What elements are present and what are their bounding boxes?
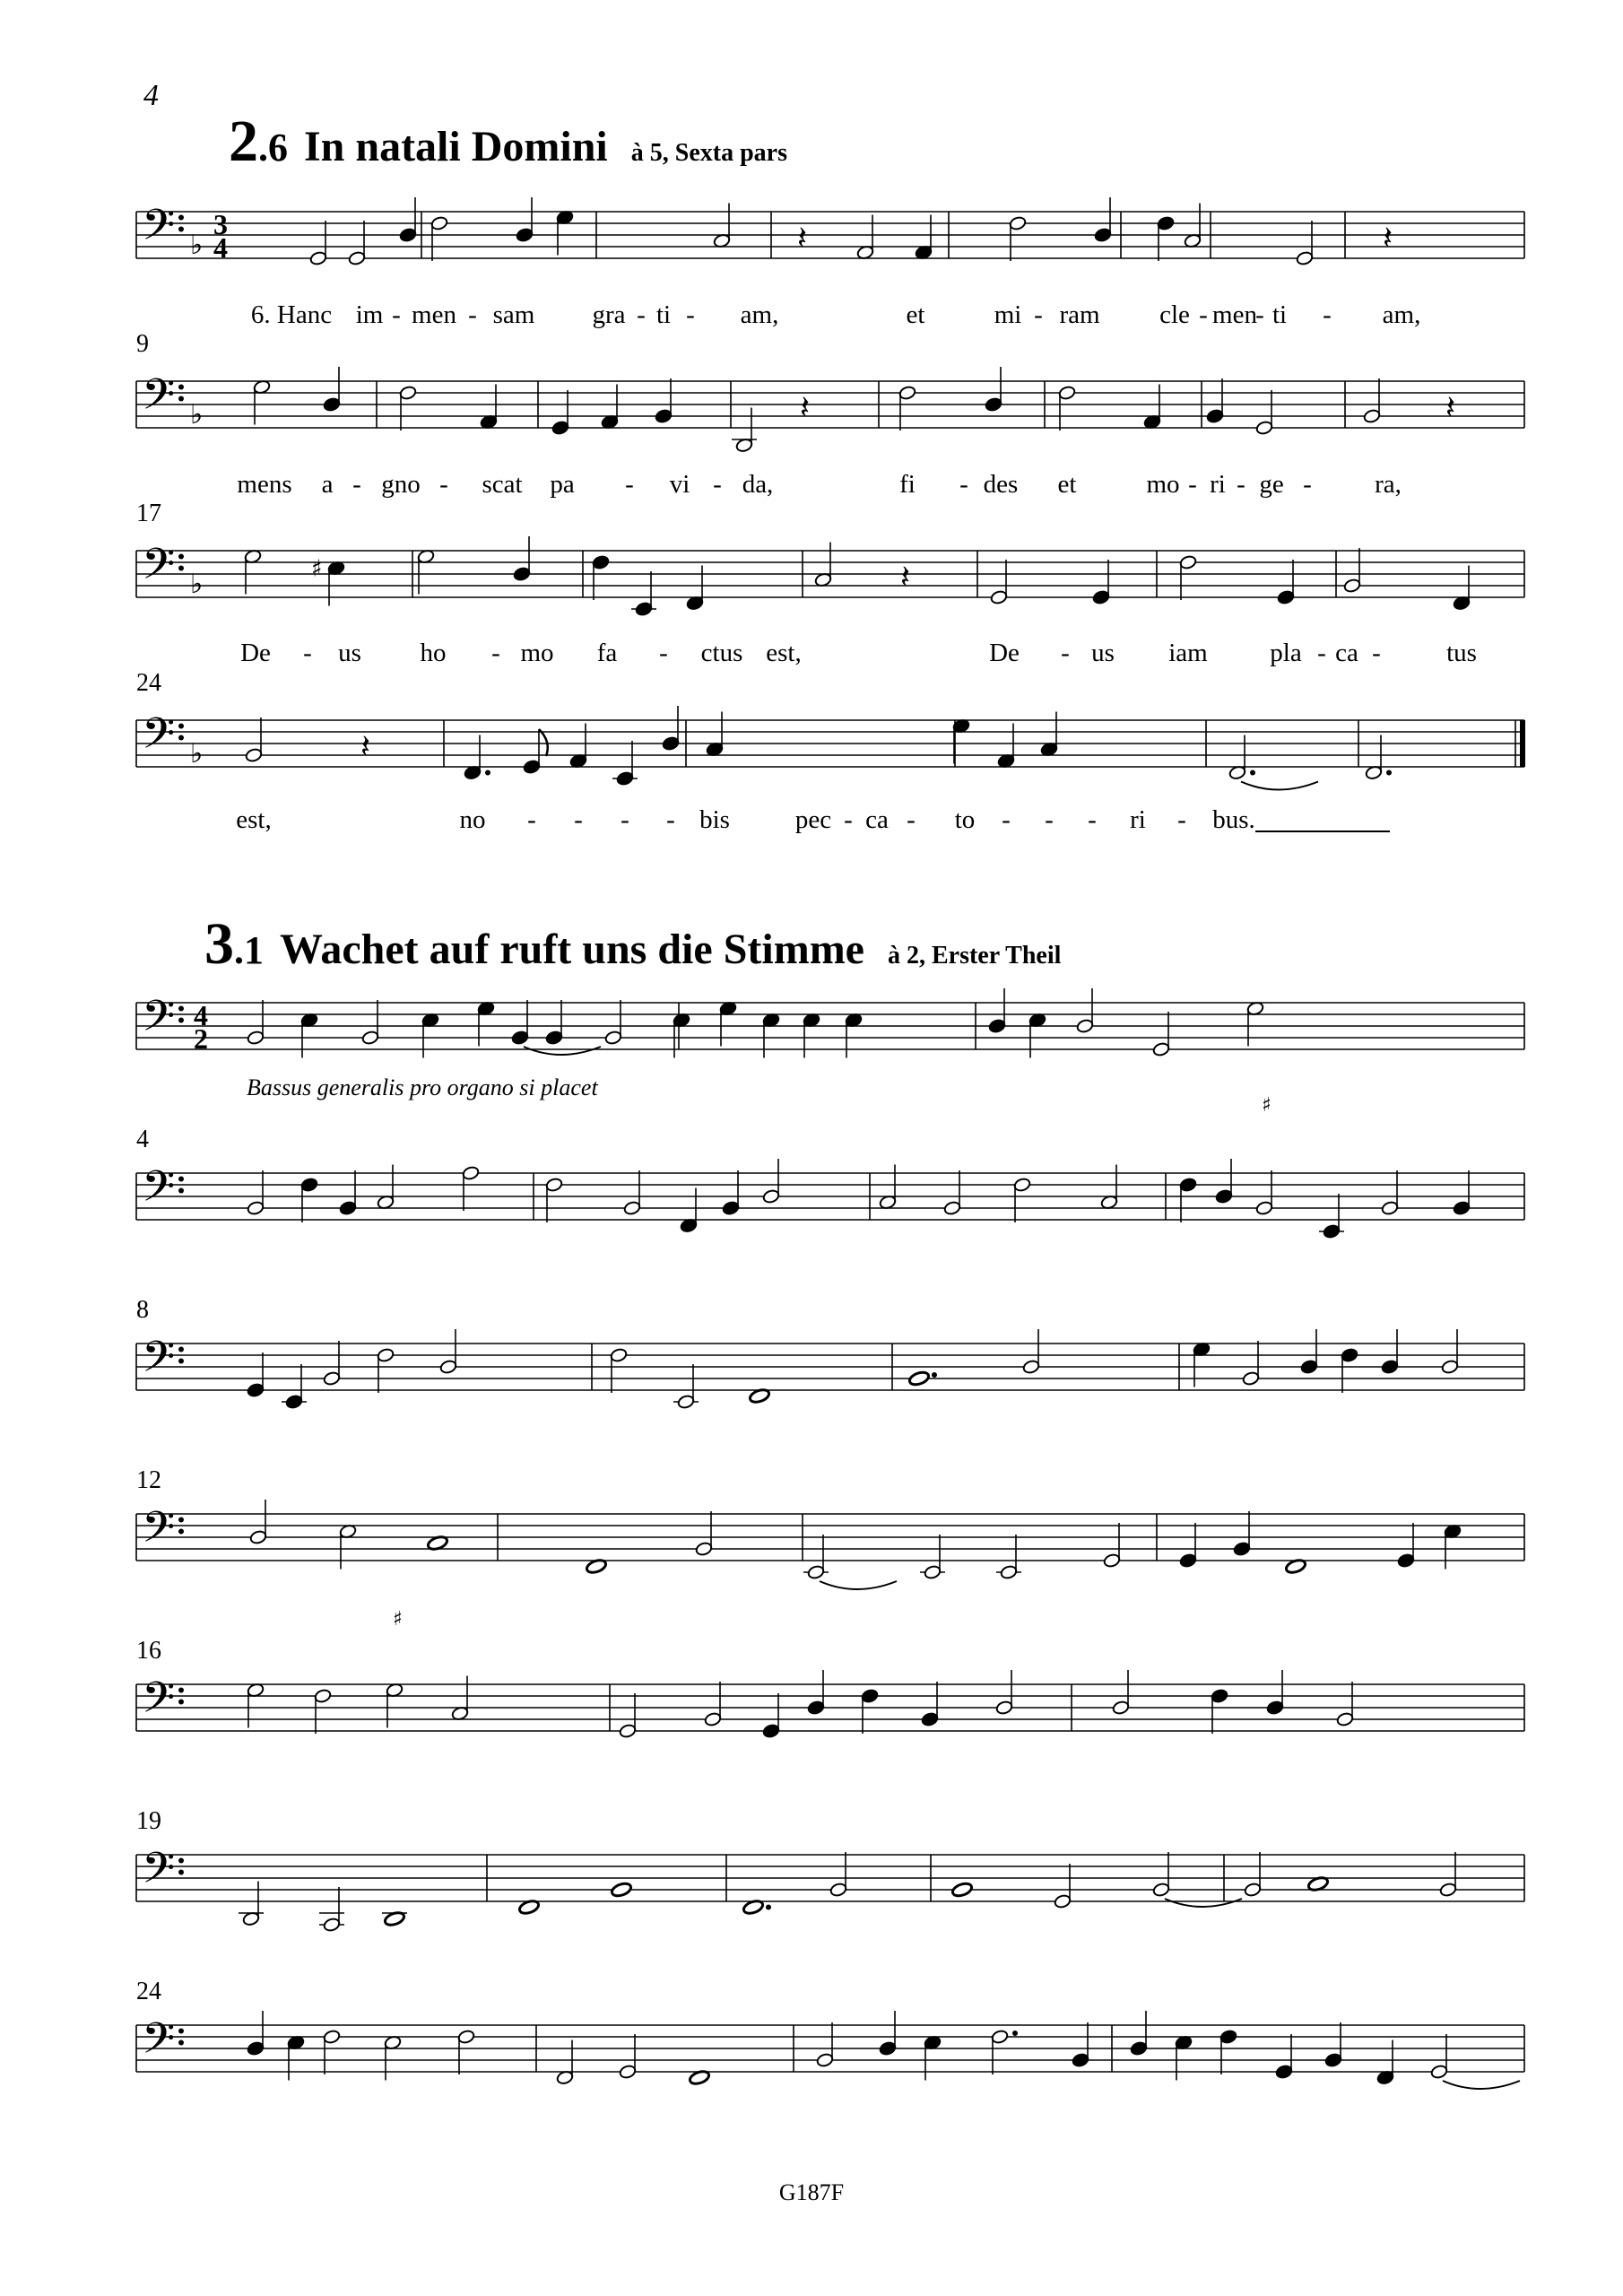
flat-icon: ♭ [190, 568, 204, 600]
lyric-syllable: - [439, 470, 448, 499]
lyric-syllable: - [621, 805, 629, 834]
notehead [1206, 408, 1224, 423]
augmentation-dot [766, 1905, 771, 1910]
lyric-syllable: - [625, 470, 634, 499]
bass-clef-icon: 𝄢 [142, 708, 176, 770]
piece-number-minor: .1 [234, 928, 264, 972]
bass-clef-icon: 𝄢 [142, 990, 176, 1052]
time-signature-top: 4 [194, 999, 208, 1031]
quarter-rest-icon: 𝄽 [797, 220, 808, 257]
augmentation-dot [1250, 770, 1255, 776]
notehead [762, 1188, 780, 1204]
clef-dot [178, 2040, 184, 2046]
notehead [551, 420, 569, 435]
lyric-syllable: ge [1259, 470, 1284, 499]
lyric-syllable: ram [1059, 300, 1100, 329]
notehead [1296, 250, 1314, 265]
piece-number-major: 2 [229, 109, 258, 174]
lyric-syllable: - [686, 300, 695, 329]
notehead [807, 1700, 825, 1715]
notehead [951, 1882, 974, 1899]
lyric-syllable: scat [482, 470, 523, 499]
quarter-rest-icon: 𝄽 [1445, 389, 1456, 427]
notehead [1130, 2040, 1148, 2056]
staff-system [0, 515, 1623, 658]
bass-clef-icon: 𝄢 [142, 1842, 176, 1904]
tie-arc [1443, 2081, 1520, 2089]
notehead [695, 1541, 713, 1556]
notehead [1255, 420, 1273, 435]
notehead [323, 1370, 341, 1386]
staff-system [0, 1137, 1623, 1281]
bass-clef-icon: 𝄢 [142, 2013, 176, 2074]
notehead [908, 1370, 931, 1387]
notehead [1152, 1041, 1170, 1057]
notehead [430, 215, 448, 230]
staff-system [0, 1648, 1623, 1792]
lyric-syllable: mi [994, 300, 1022, 329]
lyric-syllable: - [1061, 639, 1070, 667]
notehead [1013, 1177, 1031, 1192]
lyric-syllable: us [1091, 639, 1115, 667]
notehead [985, 396, 1002, 412]
notehead [323, 1917, 341, 1932]
piece-number-minor: .6 [258, 126, 288, 170]
lyric-syllable: - [959, 470, 968, 499]
notehead [545, 1030, 563, 1045]
notehead [1009, 215, 1027, 230]
lyric-syllable: - [1034, 300, 1043, 329]
piece-scoring: à 2, Erster Theil [887, 942, 1062, 970]
clef-dot [178, 1518, 184, 1523]
notehead [1341, 1347, 1358, 1362]
bass-clef-icon: 𝄢 [142, 1331, 176, 1393]
clef-dot [178, 1188, 184, 1194]
notehead [1343, 578, 1361, 593]
notehead [655, 408, 673, 423]
lyric-syllable: - [659, 639, 668, 667]
measure-number: 9 [136, 330, 149, 358]
piece-title-2-6 [229, 108, 787, 176]
clef-dot [178, 735, 184, 741]
bass-clef-icon: 𝄢 [142, 1501, 176, 1563]
lyric-syllable: da, [742, 470, 774, 499]
notehead [1441, 1359, 1459, 1374]
clef-dot [178, 1006, 184, 1012]
sharp-icon: ♯ [311, 555, 323, 583]
lyric-syllable: ca [1335, 639, 1358, 667]
clef-dot [178, 1870, 184, 1875]
measure-number: 8 [136, 1296, 149, 1324]
lyric-syllable: - [1199, 300, 1208, 329]
lyric-syllable: fi [899, 470, 916, 499]
notehead [592, 554, 610, 570]
notehead [462, 1165, 480, 1180]
lyric-syllable: no [459, 805, 486, 834]
lyric-syllable: ri [1130, 805, 1146, 834]
notehead [1244, 1882, 1262, 1897]
lyric-syllable: - [392, 300, 401, 329]
notehead [991, 2029, 1009, 2044]
notehead [399, 385, 417, 400]
lyric-syllable: us [338, 639, 361, 667]
augmentation-dot [932, 1372, 937, 1378]
measure-number: 24 [136, 669, 161, 697]
lyric-syllable: - [352, 470, 361, 499]
time-signature-bottom: 4 [213, 231, 228, 264]
notehead [545, 1177, 563, 1192]
lyric-syllable: - [1323, 300, 1332, 329]
notehead [610, 1347, 628, 1362]
notehead [623, 1200, 641, 1215]
quarter-rest-icon: 𝄽 [360, 728, 371, 766]
notehead [523, 759, 541, 774]
notehead [611, 1882, 633, 1899]
staff-system [0, 176, 1623, 319]
lyric-syllable: - [574, 805, 583, 834]
measure-number: 19 [136, 1807, 161, 1835]
notehead [921, 1711, 939, 1726]
lyric-syllable: - [1303, 470, 1312, 499]
measure-number: 12 [136, 1466, 161, 1494]
notehead [1381, 1359, 1399, 1374]
lyric-syllable: to [954, 805, 976, 834]
notehead [995, 1700, 1013, 1715]
notehead [1000, 1564, 1018, 1579]
notehead [439, 1359, 457, 1374]
lyric-syllable: vi [669, 470, 690, 499]
lyric-syllable: - [1237, 470, 1245, 499]
bass-clef-icon: 𝄢 [142, 199, 176, 261]
measure-number: 17 [136, 500, 161, 527]
augmentation-dot [1012, 2031, 1018, 2036]
figured-bass-sharp-icon: ♯ [1262, 1094, 1271, 1117]
augmentation-dot [1386, 770, 1392, 776]
lyric-syllable: - [1088, 805, 1097, 834]
notehead [513, 566, 531, 581]
notehead [314, 1688, 332, 1703]
lyric-syllable: fa [596, 639, 618, 667]
notehead [1453, 1200, 1471, 1215]
notehead [619, 2064, 637, 2079]
lyric-syllable: mens [237, 470, 292, 499]
lyric-syllable: - [1372, 639, 1381, 667]
lyric-syllable: bus. [1212, 805, 1255, 834]
notehead [1179, 1177, 1197, 1192]
notehead [361, 1030, 379, 1045]
notehead [1219, 2029, 1237, 2044]
notehead [1022, 1359, 1040, 1374]
lyric-syllable: iam [1168, 639, 1208, 667]
notehead [704, 1711, 722, 1726]
lyric-syllable: am, [740, 300, 779, 329]
lyric-syllable: - [491, 639, 500, 667]
clef-dot [178, 1700, 184, 1705]
lyric-syllable: ri [1210, 470, 1226, 499]
continuo-annotation: Bassus generalis pro organo si placet [247, 1074, 598, 1100]
notehead [1152, 1882, 1170, 1897]
measure-number: 16 [136, 1637, 161, 1665]
piece-scoring: à 5, Sexta pars [630, 139, 787, 167]
clef-dot [178, 566, 184, 571]
notehead [829, 1882, 847, 1897]
notehead [1072, 2052, 1089, 2067]
bass-clef-icon: 𝄢 [142, 538, 176, 600]
piece-number-major: 3 [204, 911, 234, 977]
notehead [1215, 1188, 1233, 1204]
staff-system [0, 345, 1623, 489]
notehead [309, 250, 327, 265]
lyric-syllable: a [321, 470, 334, 499]
notehead [1323, 1223, 1341, 1239]
notehead [1054, 1893, 1072, 1909]
notehead [1266, 1700, 1284, 1715]
notehead [1381, 1200, 1399, 1215]
notehead [399, 227, 417, 242]
staff-system [0, 1308, 1623, 1451]
lyric-syllable: De [989, 639, 1020, 667]
clef-dot [178, 1018, 184, 1023]
notehead [1211, 1688, 1228, 1703]
lyric-syllable: - [1317, 639, 1326, 667]
notehead [616, 770, 634, 786]
lyric-syllable: - [637, 300, 646, 329]
clef-dot [178, 2029, 184, 2034]
lyric-syllable: pla [1270, 639, 1302, 667]
lyric-syllable: sam [492, 300, 535, 329]
lyric-syllable: - [1045, 805, 1054, 834]
staff-system [0, 967, 1623, 1110]
measure-number: 4 [136, 1126, 149, 1153]
lyric-syllable: ti [1271, 300, 1288, 329]
notehead [1058, 385, 1076, 400]
notehead [1275, 2064, 1293, 2079]
notehead [249, 1529, 267, 1544]
notehead [898, 385, 916, 400]
notehead [1439, 1882, 1457, 1897]
notehead [722, 1200, 740, 1215]
notehead [1092, 589, 1110, 604]
staff-system [0, 1819, 1623, 1962]
notehead [635, 601, 653, 616]
notehead [1242, 1370, 1260, 1386]
lyric-syllable: ti [655, 300, 672, 329]
lyric-syllable: - [527, 805, 536, 834]
lyric-syllable: pec [794, 805, 832, 834]
clef-dot [178, 385, 184, 390]
notehead [300, 1177, 318, 1192]
augmentation-dot [485, 770, 490, 776]
notehead [604, 1030, 622, 1045]
lyric-syllable: tus [1446, 639, 1477, 667]
clef-dot [178, 1529, 184, 1535]
staff-system [0, 1478, 1623, 1622]
clef-dot [178, 554, 184, 560]
notehead [988, 1018, 1006, 1033]
lyric-syllable: et [906, 300, 925, 329]
notehead [861, 1688, 879, 1703]
notehead [247, 1030, 265, 1045]
clef-dot [178, 1177, 184, 1182]
notehead [1336, 1711, 1354, 1726]
lyric-syllable: ctus [700, 639, 743, 667]
staff-system [0, 1989, 1623, 2133]
lyric-syllable: est, [766, 639, 802, 667]
notehead [943, 1200, 961, 1215]
notehead [1157, 215, 1175, 230]
notehead [1179, 1552, 1197, 1568]
note-flag [539, 729, 548, 756]
quarter-rest-icon: 𝄽 [1383, 220, 1393, 257]
lyric-syllable: mo [1146, 470, 1180, 499]
notehead [1179, 554, 1197, 570]
notehead [1112, 1700, 1130, 1715]
notehead [1397, 1552, 1415, 1568]
clef-dot [178, 724, 184, 729]
lyric-syllable: gra [592, 300, 626, 329]
lyric-syllable: men [412, 300, 456, 329]
lyric-syllable: am, [1382, 300, 1421, 329]
notehead [516, 227, 534, 242]
notehead [457, 2029, 475, 2044]
staff-system [0, 684, 1623, 828]
notehead [1094, 227, 1112, 242]
notehead [323, 2029, 341, 2044]
lyric-syllable: est, [236, 805, 272, 834]
lyric-syllable: - [468, 300, 477, 329]
clef-dot [178, 1858, 184, 1864]
lyric-syllable: - [907, 805, 916, 834]
lyric-syllable: 6. Hanc [250, 300, 333, 329]
lyric-syllable: im [355, 300, 384, 329]
lyric-syllable: - [303, 639, 312, 667]
tie-arc [1241, 782, 1318, 790]
figured-bass-sharp-icon: ♯ [393, 1608, 403, 1631]
lyric-syllable: - [844, 805, 853, 834]
piece-name: In natali Domini [304, 123, 608, 170]
lyric-syllable: ra, [1375, 470, 1402, 499]
quarter-rest-icon: 𝄽 [800, 389, 811, 427]
notehead [1076, 1018, 1094, 1033]
page-number: 4 [143, 79, 159, 112]
notehead [247, 1382, 265, 1397]
notehead [247, 1200, 265, 1215]
bass-clef-icon: 𝄢 [142, 369, 176, 430]
tie-arc [524, 1047, 601, 1055]
clef-dot [178, 1359, 184, 1364]
notehead [1255, 1200, 1273, 1215]
flat-icon: ♭ [190, 229, 204, 261]
time-signature-top: 3 [213, 208, 228, 240]
notehead [247, 2040, 265, 2056]
footer-code: G187F [778, 2179, 845, 2205]
clef-dot [178, 215, 184, 221]
notehead [816, 2052, 834, 2067]
lyric-syllable: - [1002, 805, 1011, 834]
notehead [990, 589, 1008, 604]
notehead [339, 1200, 357, 1215]
flat-icon: ♭ [190, 737, 204, 770]
notehead [1363, 408, 1381, 423]
notehead [1324, 2052, 1342, 2067]
lyric-syllable: ca [865, 805, 889, 834]
tie-arc [1165, 1899, 1242, 1907]
lyric-syllable: cle [1159, 300, 1190, 329]
lyric-syllable: - [713, 470, 722, 499]
notehead [1233, 1541, 1251, 1556]
lyric-syllable: - [1255, 300, 1264, 329]
lyric-syllable: mo [520, 639, 554, 667]
lyric-extender-line [1255, 831, 1390, 832]
lyric-syllable: ho [420, 639, 447, 667]
flat-icon: ♭ [190, 398, 204, 430]
lyric-syllable: bis [699, 805, 730, 834]
notehead [619, 1723, 637, 1738]
notehead [762, 1723, 780, 1738]
notehead [285, 1394, 303, 1409]
notehead [1103, 1552, 1121, 1568]
lyric-syllable: - [666, 805, 675, 834]
bass-clef-icon: 𝄢 [142, 1672, 176, 1734]
bass-clef-icon: 𝄢 [142, 1161, 176, 1222]
clef-dot [178, 1688, 184, 1693]
lyric-syllable: des [983, 470, 1019, 499]
quarter-rest-icon: 𝄽 [900, 559, 911, 596]
notehead [511, 1030, 529, 1045]
notehead [1300, 1359, 1318, 1374]
notehead [662, 735, 680, 751]
notehead [348, 250, 366, 265]
lyric-syllable: pa [550, 470, 575, 499]
notehead [1430, 2064, 1448, 2079]
notehead [323, 396, 341, 412]
clef-dot [178, 396, 184, 402]
lyric-syllable: - [1177, 805, 1186, 834]
notehead [245, 747, 263, 762]
measure-number: 24 [136, 1978, 161, 2005]
lyric-syllable: De [240, 639, 271, 667]
clef-dot [178, 1347, 184, 1352]
lyric-syllable: - [1188, 470, 1197, 499]
notehead [879, 2040, 897, 2056]
piece-name: Wachet auf ruft uns die Stimme [280, 926, 864, 973]
notehead [807, 1564, 825, 1579]
tie-arc [820, 1581, 897, 1589]
notehead [1277, 589, 1295, 604]
notehead [924, 1564, 942, 1579]
lyric-syllable: men [1212, 300, 1257, 329]
notehead [377, 1347, 395, 1362]
lyric-syllable: gno [381, 470, 421, 499]
time-signature-bottom: 2 [194, 1022, 208, 1055]
clef-dot [178, 227, 184, 232]
lyric-syllable: et [1057, 470, 1077, 499]
notehead [677, 1394, 695, 1409]
